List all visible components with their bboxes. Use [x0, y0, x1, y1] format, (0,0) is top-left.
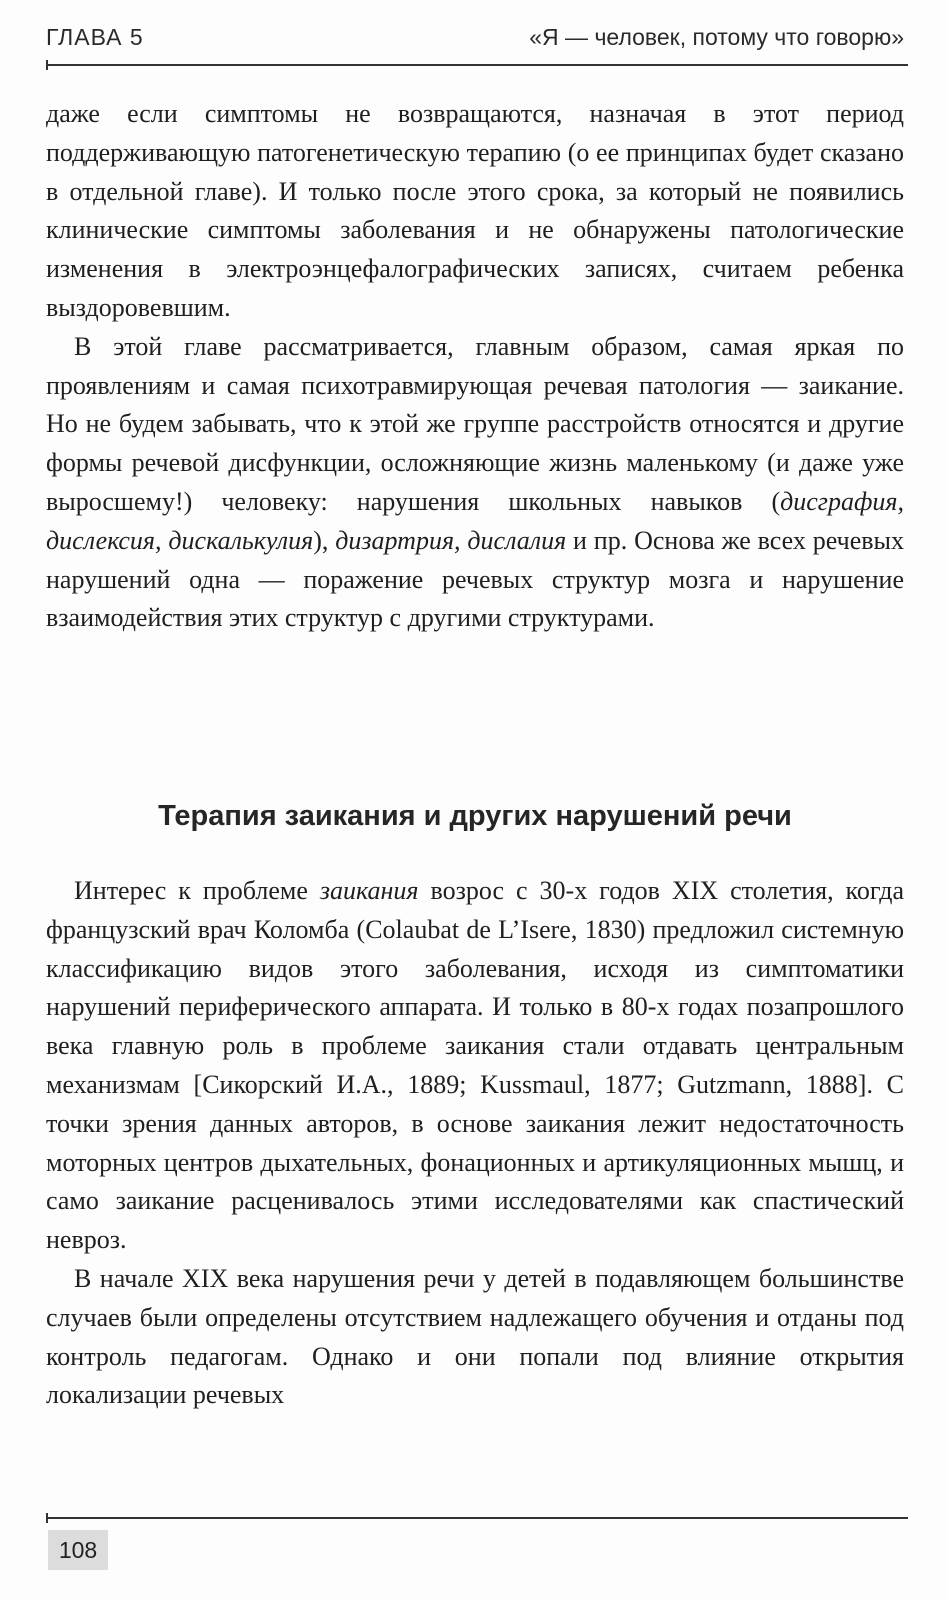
header-rule [46, 64, 908, 66]
paragraph-text: даже если симптомы не возвращаются, назначая в этот период поддерживающую патогенетическую терапию (о ее принципах будет сказано в отдельной главе). И только после этого срока, за который не появились клинические симптомы заболевания и не обнаружены патологические изменения в электроэнцефалографических записях, считаем ребенка выздоровевшим. [46, 99, 904, 322]
paragraph-text: Интерес к проблеме [74, 876, 320, 905]
paragraph-text: и пр. Основа же всех речевых нарушений одна — поражение речевых структур мозга и нарушение взаимодействия этих структур с другими структурами. [46, 525, 904, 633]
italic-term: дизартрия, дислалия [335, 525, 567, 555]
paragraph [46, 328, 904, 638]
italic-term: заикания [319, 876, 419, 905]
paragraph-text: В начале XIX века нарушения речи у детей в подавляющем большинстве случаев были определены отсутствием надлежащего обучения и отданы под контроль педагогам. Однако и они попали под влияние открытия локализации речевых [46, 1263, 904, 1410]
paragraph-text: возрос с 30-х годов XIX столетия, когда французский врач Коломба (Colaubat de L’Isere, 1830) предложил системную классификацию видов этого заболевания, исходя из симптоматики нарушений периферического аппарата. И только в 80-х годах позапрошлого века главную роль в проблеме заикания стали отдавать центральным механизмам [Сикорский И.А., 1889; Kussmaul, 1877; Gutzmann, 1888]. С точки зрения данных авторов, в основе заикания лежит недостаточность моторных центров дыхательных, фонационных и артикуляционных мышц, и само заикание расценивалось этими исследователями как спастический невроз. [46, 876, 904, 1255]
paragraph-text: В этой главе рассматривается, главным образом, самая яркая по проявлениям и самая психотравмирующая речевая патология — заикание. Но не будем забывать, что к этой же группе расстройств относятся и другие формы речевой дисфункции, осложняющие жизнь маленькому (и даже уже выросшему!) человеку: нарушения школьных навыков ( [46, 331, 904, 516]
page-number: 108 [48, 1530, 108, 1570]
footer-rule [46, 1517, 908, 1519]
chapter-title: «Я — человек, потому что говорю» [529, 24, 904, 50]
paragraph-continuation [46, 95, 904, 328]
body-text-top [46, 95, 904, 638]
paragraph [46, 872, 904, 1260]
section-heading: Терапия заикания и других нарушений речи [158, 800, 792, 832]
running-head [46, 24, 906, 56]
body-text-bottom [46, 872, 904, 1415]
chapter-label: ГЛАВА 5 [46, 24, 144, 50]
paragraph-text: ), [313, 525, 336, 555]
paragraph [46, 1260, 904, 1415]
italic-term: дисграфия, дислексия, дискалькулия [46, 486, 904, 555]
